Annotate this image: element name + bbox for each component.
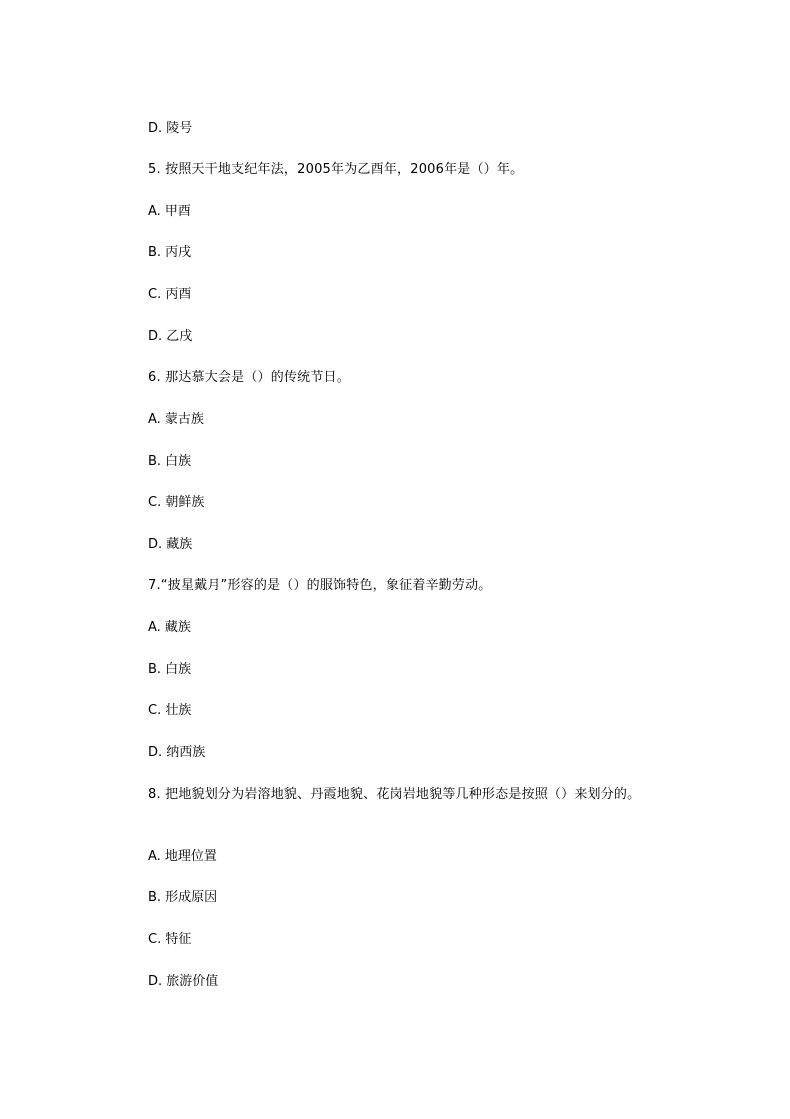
option-6b: B. 白族 <box>148 454 192 469</box>
option-7a: A. 藏族 <box>148 620 191 635</box>
question-8: 8. 把地貌划分为岩溶地貌、丹霞地貌、花岗岩地貌等几种形态是按照（）来划分的。 <box>148 787 641 802</box>
option-7c: C. 壮族 <box>148 703 192 718</box>
question-6: 6. 那达慕大会是（）的传统节日。 <box>148 370 350 385</box>
option-8a: A. 地理位置 <box>148 849 217 864</box>
option-5c: C. 丙酉 <box>148 287 192 302</box>
option-8c: C. 特征 <box>148 932 192 947</box>
option-6c: C. 朝鲜族 <box>148 495 205 510</box>
option-7b: B. 白族 <box>148 662 192 677</box>
option-5a: A. 甲酉 <box>148 204 191 219</box>
option-4d: D. 陵号 <box>148 121 193 136</box>
question-7: 7.“披星戴月”形容的是（）的服饰特色，象征着辛勤劳动。 <box>148 578 492 593</box>
question-5: 5. 按照天干地支纪年法，2005年为乙酉年，2006年是（）年。 <box>148 162 524 177</box>
option-5b: B. 丙戌 <box>148 245 192 260</box>
option-7d: D. 纳西族 <box>148 745 206 760</box>
option-8d: D. 旅游价值 <box>148 974 219 989</box>
option-5d: D. 乙戌 <box>148 329 193 344</box>
option-8b: B. 形成原因 <box>148 890 218 905</box>
option-6d: D. 藏族 <box>148 537 193 552</box>
option-6a: A. 蒙古族 <box>148 412 204 427</box>
